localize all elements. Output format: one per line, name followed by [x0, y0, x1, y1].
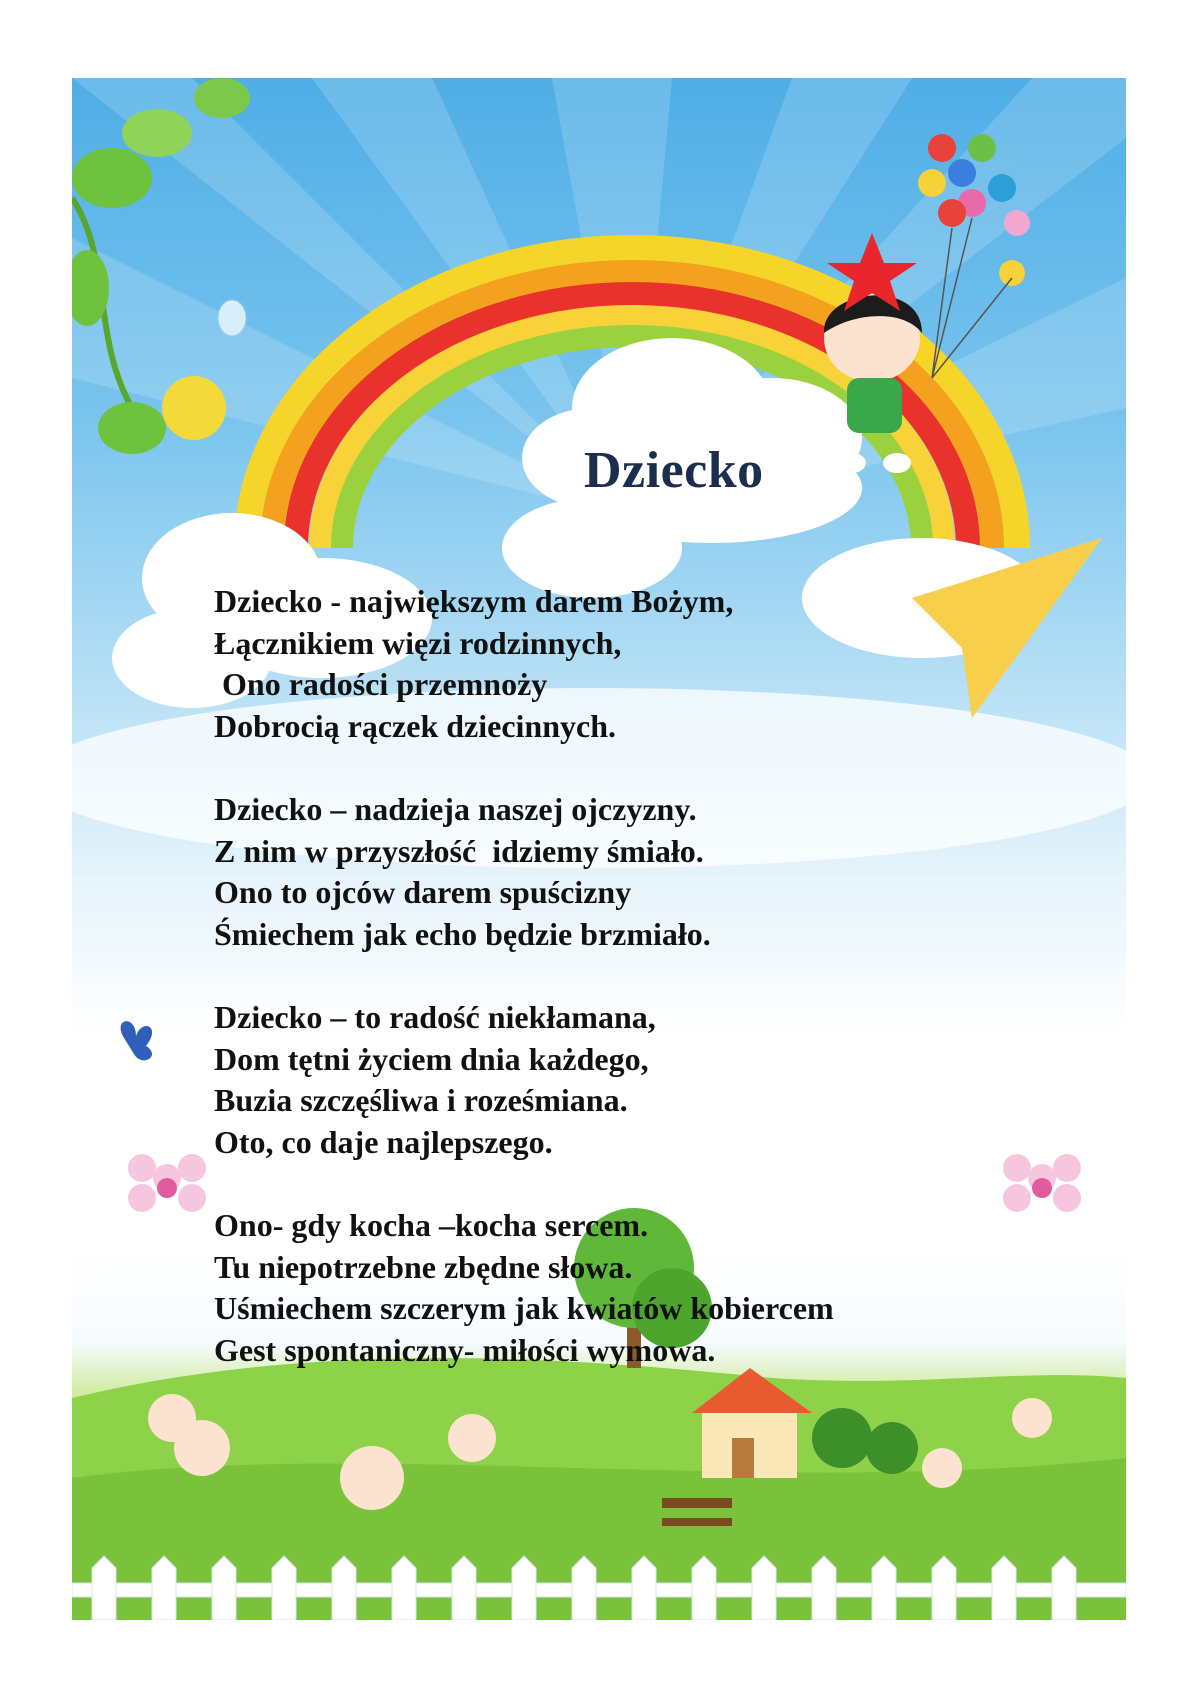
poem-line: Śmiechem jak echo będzie brzmiało. [214, 915, 711, 952]
poem-line: Gest spontaniczny- miłości wymowa. [214, 1331, 716, 1368]
poem-line: Z nim w przyszłość idziemy śmiało. [214, 832, 704, 869]
poem-line: Dom tętni życiem dnia każdego, [214, 1040, 649, 1077]
balloon-bunch [918, 134, 1030, 378]
flower-left [128, 1154, 206, 1212]
poem-line: Ono to ojców darem spuścizny [214, 874, 632, 911]
poem-body [214, 581, 1054, 1371]
butterfly [121, 1021, 152, 1060]
stanza-1 [214, 581, 1054, 747]
stanza-4 [214, 1205, 1054, 1371]
poem-line: Dziecko – nadzieja naszej ojczyzny. [214, 790, 697, 827]
poem-line: Uśmiechem szczerym jak kwiatów kobiercem [214, 1290, 834, 1327]
poem-line: Dziecko – to radość niekłamana, [214, 998, 656, 1035]
poem-line: Łącznikiem więzi rodzinnych, [214, 624, 622, 661]
bubble [218, 300, 246, 336]
poem-title: Dziecko [584, 442, 764, 499]
poem-line: Tu niepotrzebne zbędne słowa. [214, 1248, 633, 1285]
poem-line: Buzia szczęśliwa i roześmiana. [214, 1082, 628, 1119]
poster [72, 78, 1126, 1620]
stanza-3 [214, 997, 1054, 1163]
poem-line: Oto, co daje najlepszego. [214, 1123, 553, 1160]
poem-line: Dobrocią rączek dziecinnych. [214, 707, 617, 744]
poem-line: Ono radości przemnoży [214, 666, 548, 703]
poem-line: Ono- gdy kocha –kocha sercem. [214, 1206, 649, 1243]
poem-line: Dziecko - największym darem Bożym, [214, 583, 734, 619]
stanza-2 [214, 789, 1054, 955]
yellow-balloon [162, 376, 226, 440]
